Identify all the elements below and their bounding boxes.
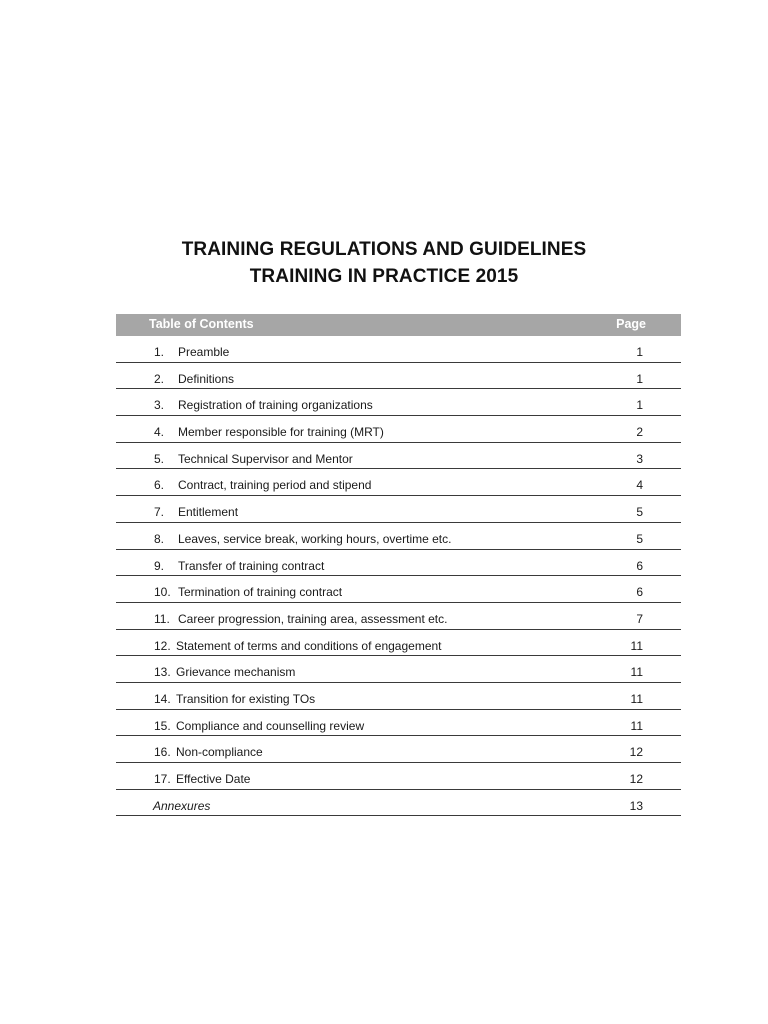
toc-entry-label: Career progression, training area, assessment etc. — [178, 611, 448, 626]
toc-entry[interactable] — [116, 336, 681, 363]
toc-entry-number: 1. — [154, 345, 165, 359]
toc-entry[interactable] — [116, 389, 681, 416]
toc-entry-page: 4 — [636, 478, 643, 493]
toc-entry-page: 11 — [630, 638, 643, 653]
toc-entry-number: 10. — [154, 585, 171, 600]
toc-entry-label: Grievance mechanism — [176, 665, 296, 680]
toc-entry[interactable] — [116, 523, 681, 550]
toc-entry[interactable] — [116, 443, 681, 470]
toc-header-title: Table of Contents — [149, 317, 254, 331]
toc-entry-label: Transition for existing TOs — [176, 691, 316, 706]
toc-entry-label: Non-compliance — [176, 745, 263, 760]
toc-entry-page: 12 — [629, 745, 643, 760]
toc-entry-page: 5 — [636, 531, 643, 546]
toc-entry-number: 11. — [154, 611, 170, 626]
toc-entry-page: 11 — [630, 718, 643, 733]
toc-entry-annexures[interactable] — [116, 790, 681, 817]
toc-entry-label: Definitions — [178, 371, 235, 386]
toc-entry-page: 7 — [636, 611, 643, 626]
toc-entry[interactable] — [116, 603, 681, 630]
toc-entry-label: Registration of training organizations — [178, 398, 373, 413]
toc-header-page: Page — [616, 317, 646, 331]
toc-entry-number: 3. — [154, 398, 165, 413]
toc-entry-page: 1 — [636, 345, 643, 359]
document-title — [0, 236, 768, 290]
toc-entry-label: Annexures — [153, 798, 211, 813]
toc-entry-page: 11 — [630, 691, 643, 706]
toc-entry[interactable] — [116, 576, 681, 603]
toc-entry-label: Termination of training contract — [178, 585, 343, 600]
toc-entry-number: 17. — [154, 772, 171, 786]
toc-entry-label: Entitlement — [178, 505, 239, 520]
toc-entry-label: Contract, training period and stipend — [178, 478, 372, 493]
toc-entry-number: 8. — [154, 531, 165, 546]
toc-entry-page: 6 — [636, 558, 643, 573]
toc-entry-number: 14. — [154, 691, 171, 706]
toc-entry[interactable] — [116, 656, 681, 683]
toc-entry-number: 13. — [154, 665, 171, 680]
toc-entry-page: 11 — [630, 665, 643, 680]
toc-entry-page: 5 — [636, 505, 643, 520]
toc-entry-number: 12. — [154, 638, 171, 653]
toc-entry-page: 6 — [636, 585, 643, 600]
toc-entry-page: 12 — [629, 772, 643, 786]
title-line-2: TRAINING IN PRACTICE 2015 — [249, 266, 519, 287]
toc-entry[interactable] — [116, 763, 681, 790]
toc-entry[interactable] — [116, 363, 681, 390]
toc-entry-number: 7. — [154, 505, 165, 520]
toc-entry[interactable] — [116, 630, 681, 657]
toc-entry[interactable] — [116, 496, 681, 523]
toc-entry[interactable] — [116, 736, 681, 763]
toc-entry-label: Statement of terms and conditions of engagement — [176, 638, 442, 653]
toc-entry-number: 4. — [154, 425, 165, 440]
toc-entry-page: 3 — [636, 451, 643, 466]
toc-entry-label: Technical Supervisor and Mentor — [178, 451, 353, 466]
toc-entry-number: 6. — [154, 478, 165, 493]
toc-entry[interactable] — [116, 469, 681, 496]
toc-entry[interactable] — [116, 416, 681, 443]
toc-entry-number: 9. — [154, 558, 165, 573]
toc-entry-label: Compliance and counselling review — [176, 718, 365, 733]
toc-entry-label: Transfer of training contract — [178, 558, 325, 573]
table-of-contents — [116, 314, 681, 816]
toc-entry-number: 5. — [154, 451, 165, 466]
toc-header — [116, 314, 681, 336]
toc-entry-number: 16. — [154, 745, 171, 760]
toc-entry-number: 15. — [154, 718, 171, 733]
toc-entry-page: 1 — [636, 398, 643, 413]
title-line-1: TRAINING REGULATIONS AND GUIDELINES — [181, 239, 587, 260]
toc-entry-page: 1 — [636, 371, 643, 386]
toc-entry[interactable] — [116, 683, 681, 710]
toc-entry-page: 2 — [636, 425, 643, 440]
toc-entry-label: Effective Date — [176, 772, 251, 786]
toc-entry[interactable] — [116, 550, 681, 577]
toc-entry-page: 13 — [629, 798, 643, 813]
toc-entry-label: Preamble — [178, 345, 230, 359]
toc-entry-number: 2. — [154, 371, 165, 386]
toc-entry-label: Leaves, service break, working hours, overtime etc. — [178, 531, 452, 546]
toc-entry[interactable] — [116, 710, 681, 737]
toc-entry-label: Member responsible for training (MRT) — [178, 425, 384, 440]
